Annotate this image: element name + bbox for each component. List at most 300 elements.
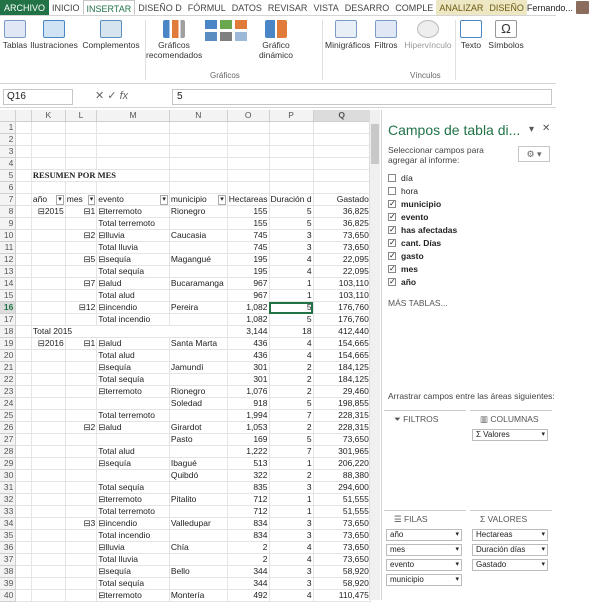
year-cell[interactable] [31,398,65,410]
duracion-cell[interactable] [269,146,313,158]
municipio-cell[interactable]: Valledupar [169,518,227,530]
row-header[interactable]: 23 [0,386,16,398]
row-header[interactable]: 16 [0,302,16,314]
hectareas-cell[interactable]: 322 [227,470,269,482]
grid-cell[interactable] [16,386,32,398]
gastado-cell[interactable] [313,158,370,170]
column-header-P[interactable]: P [269,110,313,122]
event-cell[interactable]: Total incendio [97,530,170,542]
event-cell[interactable]: Total alud [97,350,170,362]
year-cell[interactable] [31,278,65,290]
tab-0[interactable]: ARCHIVO [0,0,49,15]
event-cell[interactable]: ⊟incendio [97,518,170,530]
row-header[interactable]: 35 [0,530,16,542]
duracion-cell[interactable]: 5 [269,314,313,326]
gastado-cell[interactable] [313,146,370,158]
gastado-cell[interactable]: 58,920 [313,566,370,578]
gear-icon[interactable]: ⚙ ▾ [518,146,550,162]
duracion-cell[interactable]: 3 [269,530,313,542]
grid-cell[interactable] [16,302,32,314]
area-chart-icon[interactable] [220,32,232,41]
user-account[interactable] [527,0,593,15]
year-cell[interactable] [31,446,65,458]
month-cell[interactable]: ⊟3 [65,518,97,530]
event-cell[interactable] [97,182,170,194]
month-cell[interactable] [65,350,97,362]
row-header[interactable]: 28 [0,446,16,458]
values-area[interactable] [470,510,552,600]
gastado-cell[interactable]: 184,125 [313,374,370,386]
tab-1[interactable]: INICIO [52,3,80,13]
field-6[interactable] [388,251,424,261]
grid-cell[interactable] [16,266,32,278]
gastado-cell[interactable]: 103,110 [313,290,370,302]
vertical-scrollbar[interactable] [369,110,380,600]
grid-cell[interactable] [16,494,32,506]
year-cell[interactable] [31,218,65,230]
duracion-cell[interactable] [269,122,313,134]
duracion-cell[interactable]: 4 [269,338,313,350]
hectareas-cell[interactable]: 1,222 [227,446,269,458]
field-3[interactable] [388,212,428,222]
municipio-cell[interactable] [169,506,227,518]
year-cell[interactable] [31,290,65,302]
chevron-down-icon[interactable]: ▾ [541,561,545,568]
area-chip[interactable] [386,574,462,586]
header-gasto[interactable]: Gastado [313,194,370,206]
chevron-down-icon[interactable]: ▾ [455,561,459,568]
header-evento[interactable] [97,194,170,206]
month-cell[interactable] [65,290,97,302]
row-header[interactable]: 33 [0,506,16,518]
row-header[interactable]: 2 [0,134,16,146]
event-cell[interactable]: Total sequía [97,578,170,590]
duracion-cell[interactable] [269,182,313,194]
year-cell[interactable] [31,302,65,314]
gastado-cell[interactable]: 73,650 [313,230,370,242]
month-cell[interactable] [65,482,97,494]
chart-types-grid[interactable] [204,20,248,41]
event-cell[interactable]: Total terremoto [97,410,170,422]
gastado-cell[interactable]: 29,460 [313,386,370,398]
month-cell[interactable] [65,470,97,482]
tab-9[interactable]: COMPLE [395,3,434,13]
column-header-Q[interactable]: Q [313,110,370,122]
gastado-cell[interactable] [313,122,370,134]
field-0[interactable] [388,173,413,183]
hectareas-cell[interactable]: 967 [227,290,269,302]
event-cell[interactable]: ⊟incendio [97,302,170,314]
hectareas-cell[interactable]: 834 [227,530,269,542]
hectareas-cell[interactable]: 1,082 [227,302,269,314]
event-cell[interactable]: ⊟sequía [97,254,170,266]
row-header[interactable]: 8 [0,206,16,218]
grid-cell[interactable] [227,170,269,182]
event-cell[interactable]: ⊟terremoto [97,206,170,218]
tables-button[interactable]: Tablas [2,18,28,50]
duracion-cell[interactable]: 5 [269,398,313,410]
grid-cell[interactable] [16,158,32,170]
gastado-cell[interactable]: 110,475 [313,590,370,602]
duracion-cell[interactable]: 7 [269,446,313,458]
column-header-N[interactable]: N [169,110,227,122]
hectareas-cell[interactable]: 155 [227,218,269,230]
row-header[interactable]: 3 [0,146,16,158]
municipio-cell[interactable] [169,314,227,326]
field-5[interactable] [388,238,441,248]
hectareas-cell[interactable] [227,158,269,170]
event-cell[interactable]: ⊟terremoto [97,386,170,398]
hectareas-cell[interactable]: 967 [227,278,269,290]
year-cell[interactable] [31,146,65,158]
more-tables-link[interactable]: MÁS TABLAS... [388,298,448,308]
hectareas-cell[interactable]: 513 [227,458,269,470]
tab-4[interactable]: FÓRMUL [187,3,226,13]
header-mes[interactable] [65,194,97,206]
year-cell[interactable] [31,518,65,530]
year-cell[interactable] [31,494,65,506]
grid-cell[interactable] [16,206,32,218]
gastado-cell[interactable]: 154,665 [313,350,370,362]
month-cell[interactable]: ⊟2 [65,230,97,242]
year-cell[interactable] [31,266,65,278]
event-cell[interactable] [97,398,170,410]
duracion-cell[interactable]: 2 [269,386,313,398]
month-cell[interactable]: ⊟5 [65,254,97,266]
chevron-down-icon[interactable]: ▾ [455,546,459,553]
duracion-cell[interactable]: 3 [269,518,313,530]
year-cell[interactable] [31,470,65,482]
value-cell[interactable]: 412,440 [313,326,370,338]
hectareas-cell[interactable]: 745 [227,242,269,254]
row-header[interactable]: 14 [0,278,16,290]
hectareas-cell[interactable]: 2 [227,554,269,566]
row-header[interactable]: 19 [0,338,16,350]
column-header-K[interactable]: K [31,110,65,122]
grid-cell[interactable] [16,590,32,602]
month-cell[interactable] [65,374,97,386]
pie-chart-icon[interactable] [235,20,247,29]
month-cell[interactable] [65,146,97,158]
gastado-cell[interactable]: 73,650 [313,518,370,530]
gastado-cell[interactable]: 73,650 [313,554,370,566]
municipio-cell[interactable]: Ibagué [169,458,227,470]
municipio-cell[interactable]: Santa Marta [169,338,227,350]
year-cell[interactable] [31,314,65,326]
row-header[interactable]: 27 [0,434,16,446]
year-cell[interactable] [31,410,65,422]
row-header[interactable]: 10 [0,230,16,242]
hectareas-cell[interactable] [227,182,269,194]
area-chip[interactable] [386,529,462,541]
hectareas-cell[interactable]: 436 [227,350,269,362]
hectareas-cell[interactable]: 1,076 [227,386,269,398]
municipio-cell[interactable]: Pereira [169,302,227,314]
municipio-cell[interactable]: Bucaramanga [169,278,227,290]
event-cell[interactable]: Total sequía [97,374,170,386]
hectareas-cell[interactable]: 712 [227,494,269,506]
month-cell[interactable] [65,446,97,458]
filters-button[interactable]: Filtros [370,18,402,50]
select-all-corner[interactable] [0,110,16,122]
grid-cell[interactable] [16,458,32,470]
gastado-cell[interactable]: 228,315 [313,422,370,434]
value-cell[interactable]: 18 [269,326,313,338]
illustrations-button[interactable]: Ilustraciones [30,18,78,50]
municipio-cell[interactable]: Rionegro [169,206,227,218]
field-checkbox[interactable] [388,187,396,195]
hectareas-cell[interactable]: 834 [227,518,269,530]
duracion-cell[interactable]: 4 [269,350,313,362]
row-header[interactable]: 21 [0,362,16,374]
month-cell[interactable] [65,434,97,446]
municipio-cell[interactable]: Magangué [169,254,227,266]
row-header[interactable]: 7 [0,194,16,206]
filter-dropdown-icon[interactable]: ▾ [89,196,94,204]
year-cell[interactable] [31,590,65,602]
area-chip[interactable] [472,529,548,541]
hectareas-cell[interactable]: 195 [227,254,269,266]
year-cell[interactable] [31,434,65,446]
gastado-cell[interactable]: 301,965 [313,446,370,458]
month-cell[interactable] [65,218,97,230]
month-cell[interactable]: ⊟7 [65,278,97,290]
month-cell[interactable] [65,410,97,422]
line-chart-icon[interactable] [220,20,232,29]
event-cell[interactable] [97,134,170,146]
municipio-cell[interactable]: Girardot [169,422,227,434]
tab-10[interactable]: ANALIZAR [436,0,486,15]
municipio-cell[interactable] [169,242,227,254]
month-cell[interactable] [65,182,97,194]
month-cell[interactable] [65,158,97,170]
pivot-table[interactable] [0,110,380,602]
event-cell[interactable]: Total alud [97,290,170,302]
duracion-cell[interactable]: 2 [269,470,313,482]
hectareas-cell[interactable]: 301 [227,362,269,374]
municipio-cell[interactable] [169,446,227,458]
year-cell[interactable] [31,122,65,134]
grid-cell[interactable] [16,434,32,446]
row-header[interactable]: 37 [0,554,16,566]
gastado-cell[interactable]: 103,110 [313,278,370,290]
gastado-cell[interactable] [313,134,370,146]
year-cell[interactable] [31,134,65,146]
duracion-cell[interactable]: 5 [269,218,313,230]
grid-cell[interactable] [16,218,32,230]
event-cell[interactable]: Total lluvia [97,554,170,566]
grid-cell[interactable] [16,518,32,530]
row-header[interactable]: 34 [0,518,16,530]
row-header[interactable]: 32 [0,494,16,506]
municipio-cell[interactable] [169,146,227,158]
row-header[interactable]: 13 [0,266,16,278]
year-total-label[interactable]: Total 2015 [31,326,227,338]
month-cell[interactable] [65,362,97,374]
municipio-cell[interactable] [169,122,227,134]
grid-cell[interactable] [16,290,32,302]
grid-cell[interactable] [169,170,227,182]
gastado-cell[interactable]: 58,920 [313,578,370,590]
grid-cell[interactable] [16,338,32,350]
row-header[interactable]: 24 [0,398,16,410]
sparklines-button[interactable]: Minigráficos [325,18,367,50]
grid-cell[interactable] [16,122,32,134]
event-cell[interactable]: ⊟alud [97,422,170,434]
month-cell[interactable] [65,554,97,566]
tab-6[interactable]: REVISAR [267,3,308,13]
year-cell[interactable] [31,386,65,398]
duracion-cell[interactable]: 3 [269,230,313,242]
columns-area[interactable] [470,410,552,500]
field-checkbox[interactable]: ✓ [389,238,396,247]
municipio-cell[interactable]: Chía [169,542,227,554]
hectareas-cell[interactable]: 195 [227,266,269,278]
duracion-cell[interactable]: 4 [269,266,313,278]
grid-cell[interactable] [16,398,32,410]
grid-cell[interactable] [16,578,32,590]
area-chip[interactable] [386,544,462,556]
gastado-cell[interactable]: 73,650 [313,434,370,446]
gastado-cell[interactable]: 22,095 [313,254,370,266]
row-header[interactable]: 20 [0,350,16,362]
field-7[interactable] [388,264,418,274]
symbols-button[interactable]: Ω Símbolos [488,21,524,50]
event-cell[interactable]: Total sequía [97,266,170,278]
field-checkbox[interactable]: ✓ [389,264,396,273]
municipio-cell[interactable] [169,578,227,590]
municipio-cell[interactable]: Jamundí [169,362,227,374]
hectareas-cell[interactable] [227,146,269,158]
gastado-cell[interactable]: 36,825 [313,206,370,218]
filter-dropdown-icon[interactable]: ▾ [58,196,62,204]
chevron-down-icon[interactable]: ▾ [455,531,459,538]
event-cell[interactable]: ⊟terremoto [97,590,170,602]
year-cell[interactable]: ⊟2016 [31,338,65,350]
duracion-cell[interactable]: 4 [269,254,313,266]
field-8[interactable] [388,277,416,287]
year-cell[interactable] [31,158,65,170]
gastado-cell[interactable]: 198,855 [313,398,370,410]
month-cell[interactable] [65,590,97,602]
municipio-cell[interactable]: Pasto [169,434,227,446]
name-box[interactable]: Q16 [3,89,73,105]
grid-cell[interactable] [16,470,32,482]
column-header-M[interactable]: M [97,110,170,122]
hectareas-cell[interactable]: 436 [227,338,269,350]
month-cell[interactable] [65,458,97,470]
grid-cell[interactable] [16,326,32,338]
year-cell[interactable] [31,422,65,434]
gastado-cell[interactable]: 88,380 [313,470,370,482]
hectareas-cell[interactable]: 1,053 [227,422,269,434]
tab-3[interactable]: DISEÑO D [138,3,182,13]
event-cell[interactable]: Total terremoto [97,218,170,230]
event-cell[interactable] [97,158,170,170]
hectareas-cell[interactable] [227,122,269,134]
fx-icon[interactable]: fx [119,90,129,102]
municipio-cell[interactable] [169,554,227,566]
field-checkbox[interactable] [388,174,396,182]
row-header[interactable]: 5 [0,170,16,182]
grid-cell[interactable] [16,374,32,386]
hectareas-cell[interactable]: 918 [227,398,269,410]
column-header-J[interactable] [16,110,32,122]
event-cell[interactable]: Total alud [97,446,170,458]
year-cell[interactable] [31,350,65,362]
grid-cell[interactable] [16,170,32,182]
municipio-cell[interactable]: Montería [169,590,227,602]
duracion-cell[interactable]: 1 [269,494,313,506]
year-cell[interactable] [31,230,65,242]
row-header[interactable]: 6 [0,182,16,194]
year-cell[interactable] [31,254,65,266]
row-header[interactable]: 22 [0,374,16,386]
row-header[interactable]: 30 [0,470,16,482]
municipio-cell[interactable] [169,530,227,542]
hectareas-cell[interactable]: 169 [227,434,269,446]
grid-cell[interactable] [16,194,32,206]
row-header[interactable]: 9 [0,218,16,230]
row-header[interactable]: 1 [0,122,16,134]
filter-dropdown-icon[interactable]: ▾ [220,196,224,204]
event-cell[interactable] [97,470,170,482]
chevron-down-icon[interactable]: ▾ [455,576,459,583]
header-municipio[interactable] [169,194,227,206]
municipio-cell[interactable] [169,350,227,362]
month-cell[interactable] [65,398,97,410]
duracion-cell[interactable]: 1 [269,506,313,518]
municipio-cell[interactable] [169,410,227,422]
event-cell[interactable] [97,146,170,158]
recommended-charts-button[interactable]: Gráficos recomendados [146,18,202,60]
event-cell[interactable]: Total sequía [97,482,170,494]
municipio-cell[interactable]: Rionegro [169,386,227,398]
duracion-cell[interactable]: 2 [269,422,313,434]
grid-cell[interactable] [16,242,32,254]
row-header[interactable]: 38 [0,566,16,578]
duracion-cell[interactable]: 1 [269,458,313,470]
year-cell[interactable] [31,458,65,470]
year-cell[interactable] [31,506,65,518]
municipio-cell[interactable] [169,266,227,278]
gastado-cell[interactable]: 36,825 [313,218,370,230]
duracion-cell[interactable]: 2 [269,374,313,386]
grid-cell[interactable] [16,446,32,458]
enter-icon[interactable]: ✓ [107,90,117,102]
value-cell[interactable]: 3,144 [227,326,269,338]
year-cell[interactable] [31,566,65,578]
field-checkbox[interactable]: ✓ [389,225,396,234]
municipio-cell[interactable] [169,218,227,230]
close-icon[interactable]: ✕ [542,123,551,134]
grid-cell[interactable] [313,170,370,182]
spreadsheet-grid[interactable] [0,110,380,600]
year-cell[interactable] [31,182,65,194]
scrollbar-thumb[interactable] [371,124,379,164]
municipio-cell[interactable]: Pitalito [169,494,227,506]
row-header[interactable]: 25 [0,410,16,422]
gastado-cell[interactable]: 184,125 [313,362,370,374]
month-cell[interactable]: ⊟1 [65,206,97,218]
chevron-down-icon[interactable]: ▾ [541,431,545,438]
grid-cell[interactable] [16,506,32,518]
municipio-cell[interactable] [169,134,227,146]
gastado-cell[interactable]: 51,555 [313,494,370,506]
area-chip[interactable] [472,429,548,441]
rows-area[interactable] [384,510,466,600]
month-cell[interactable] [65,134,97,146]
